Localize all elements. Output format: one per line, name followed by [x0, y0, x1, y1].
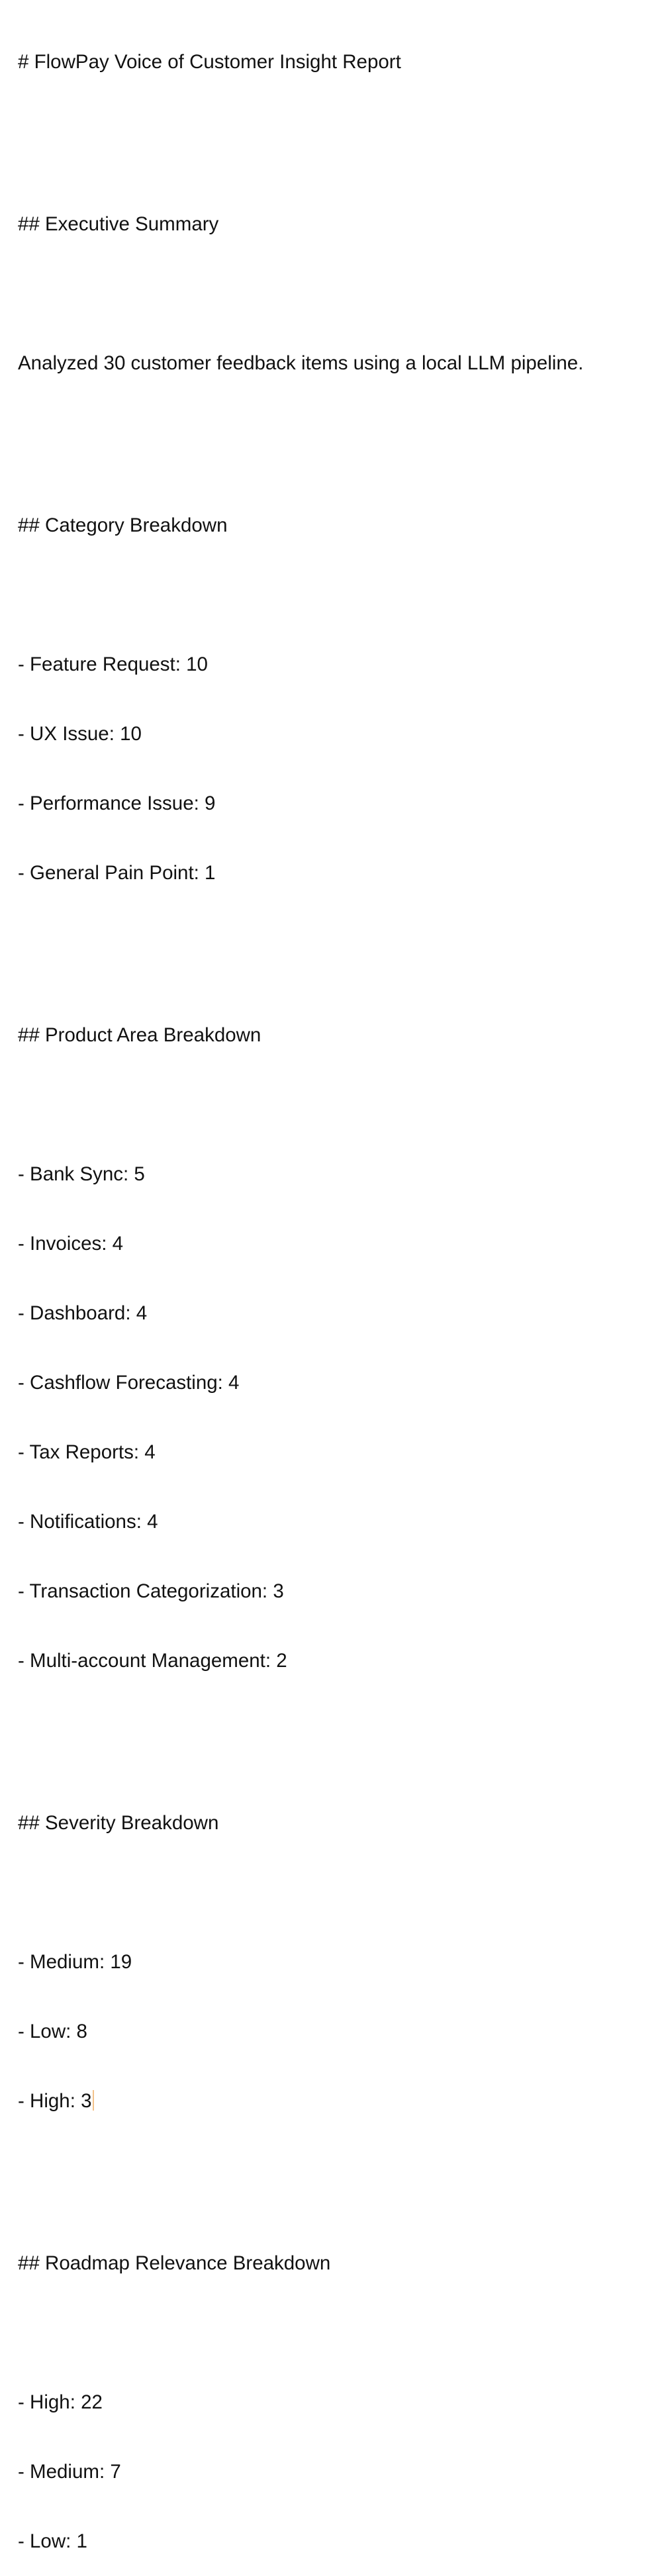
list-item: - Invoices: 4 — [18, 1233, 124, 1255]
list-item: - Multi-account Management: 2 — [18, 1650, 287, 1672]
list-item: - Medium: 19 — [18, 1951, 132, 1973]
list-item-with-cursor — [18, 2089, 653, 2113]
list-item: - Tax Reports: 4 — [18, 1441, 156, 1463]
list-item: - Feature Request: 10 — [18, 653, 208, 675]
severity-breakdown-heading: ## Severity Breakdown — [18, 1812, 219, 1834]
executive-summary-text: Analyzed 30 customer feedback items using a local LLM pipeline. — [18, 352, 584, 374]
blank-line — [18, 931, 653, 954]
list-item: - Cashflow Forecasting: 4 — [18, 1372, 240, 1394]
blank-line — [18, 1719, 653, 1742]
list-item: - Performance Issue: 9 — [18, 792, 216, 814]
product-area-breakdown-heading: ## Product Area Breakdown — [18, 1024, 261, 1046]
report-title: # FlowPay Voice of Customer Insight Report — [18, 51, 401, 73]
blank-line — [18, 1093, 653, 1116]
executive-summary-heading: ## Executive Summary — [18, 213, 219, 235]
list-item: - Transaction Categorization: 3 — [18, 1580, 284, 1602]
blank-line — [18, 583, 653, 606]
list-item: - Bank Sync: 5 — [18, 1163, 145, 1185]
blank-line — [18, 120, 653, 143]
list-item: - Low: 8 — [18, 2021, 87, 2042]
blank-line — [18, 2159, 653, 2182]
list-item: - Notifications: 4 — [18, 1511, 158, 1533]
list-item: - Low: 1 — [18, 2530, 87, 2552]
blank-line — [18, 282, 653, 305]
list-item-text: - High: 3 — [18, 2090, 92, 2112]
roadmap-relevance-breakdown-heading: ## Roadmap Relevance Breakdown — [18, 2252, 331, 2274]
list-item: - Dashboard: 4 — [18, 1302, 148, 1324]
list-item: - High: 22 — [18, 2391, 103, 2413]
list-item: - UX Issue: 10 — [18, 723, 142, 745]
list-item: - General Pain Point: 1 — [18, 862, 216, 884]
blank-line — [18, 421, 653, 444]
list-item: - Medium: 7 — [18, 2461, 121, 2483]
text-cursor — [93, 2090, 94, 2111]
blank-line — [18, 1881, 653, 1904]
blank-line — [18, 2321, 653, 2344]
text-editor-content[interactable] — [18, 4, 653, 2576]
category-breakdown-heading: ## Category Breakdown — [18, 514, 228, 536]
